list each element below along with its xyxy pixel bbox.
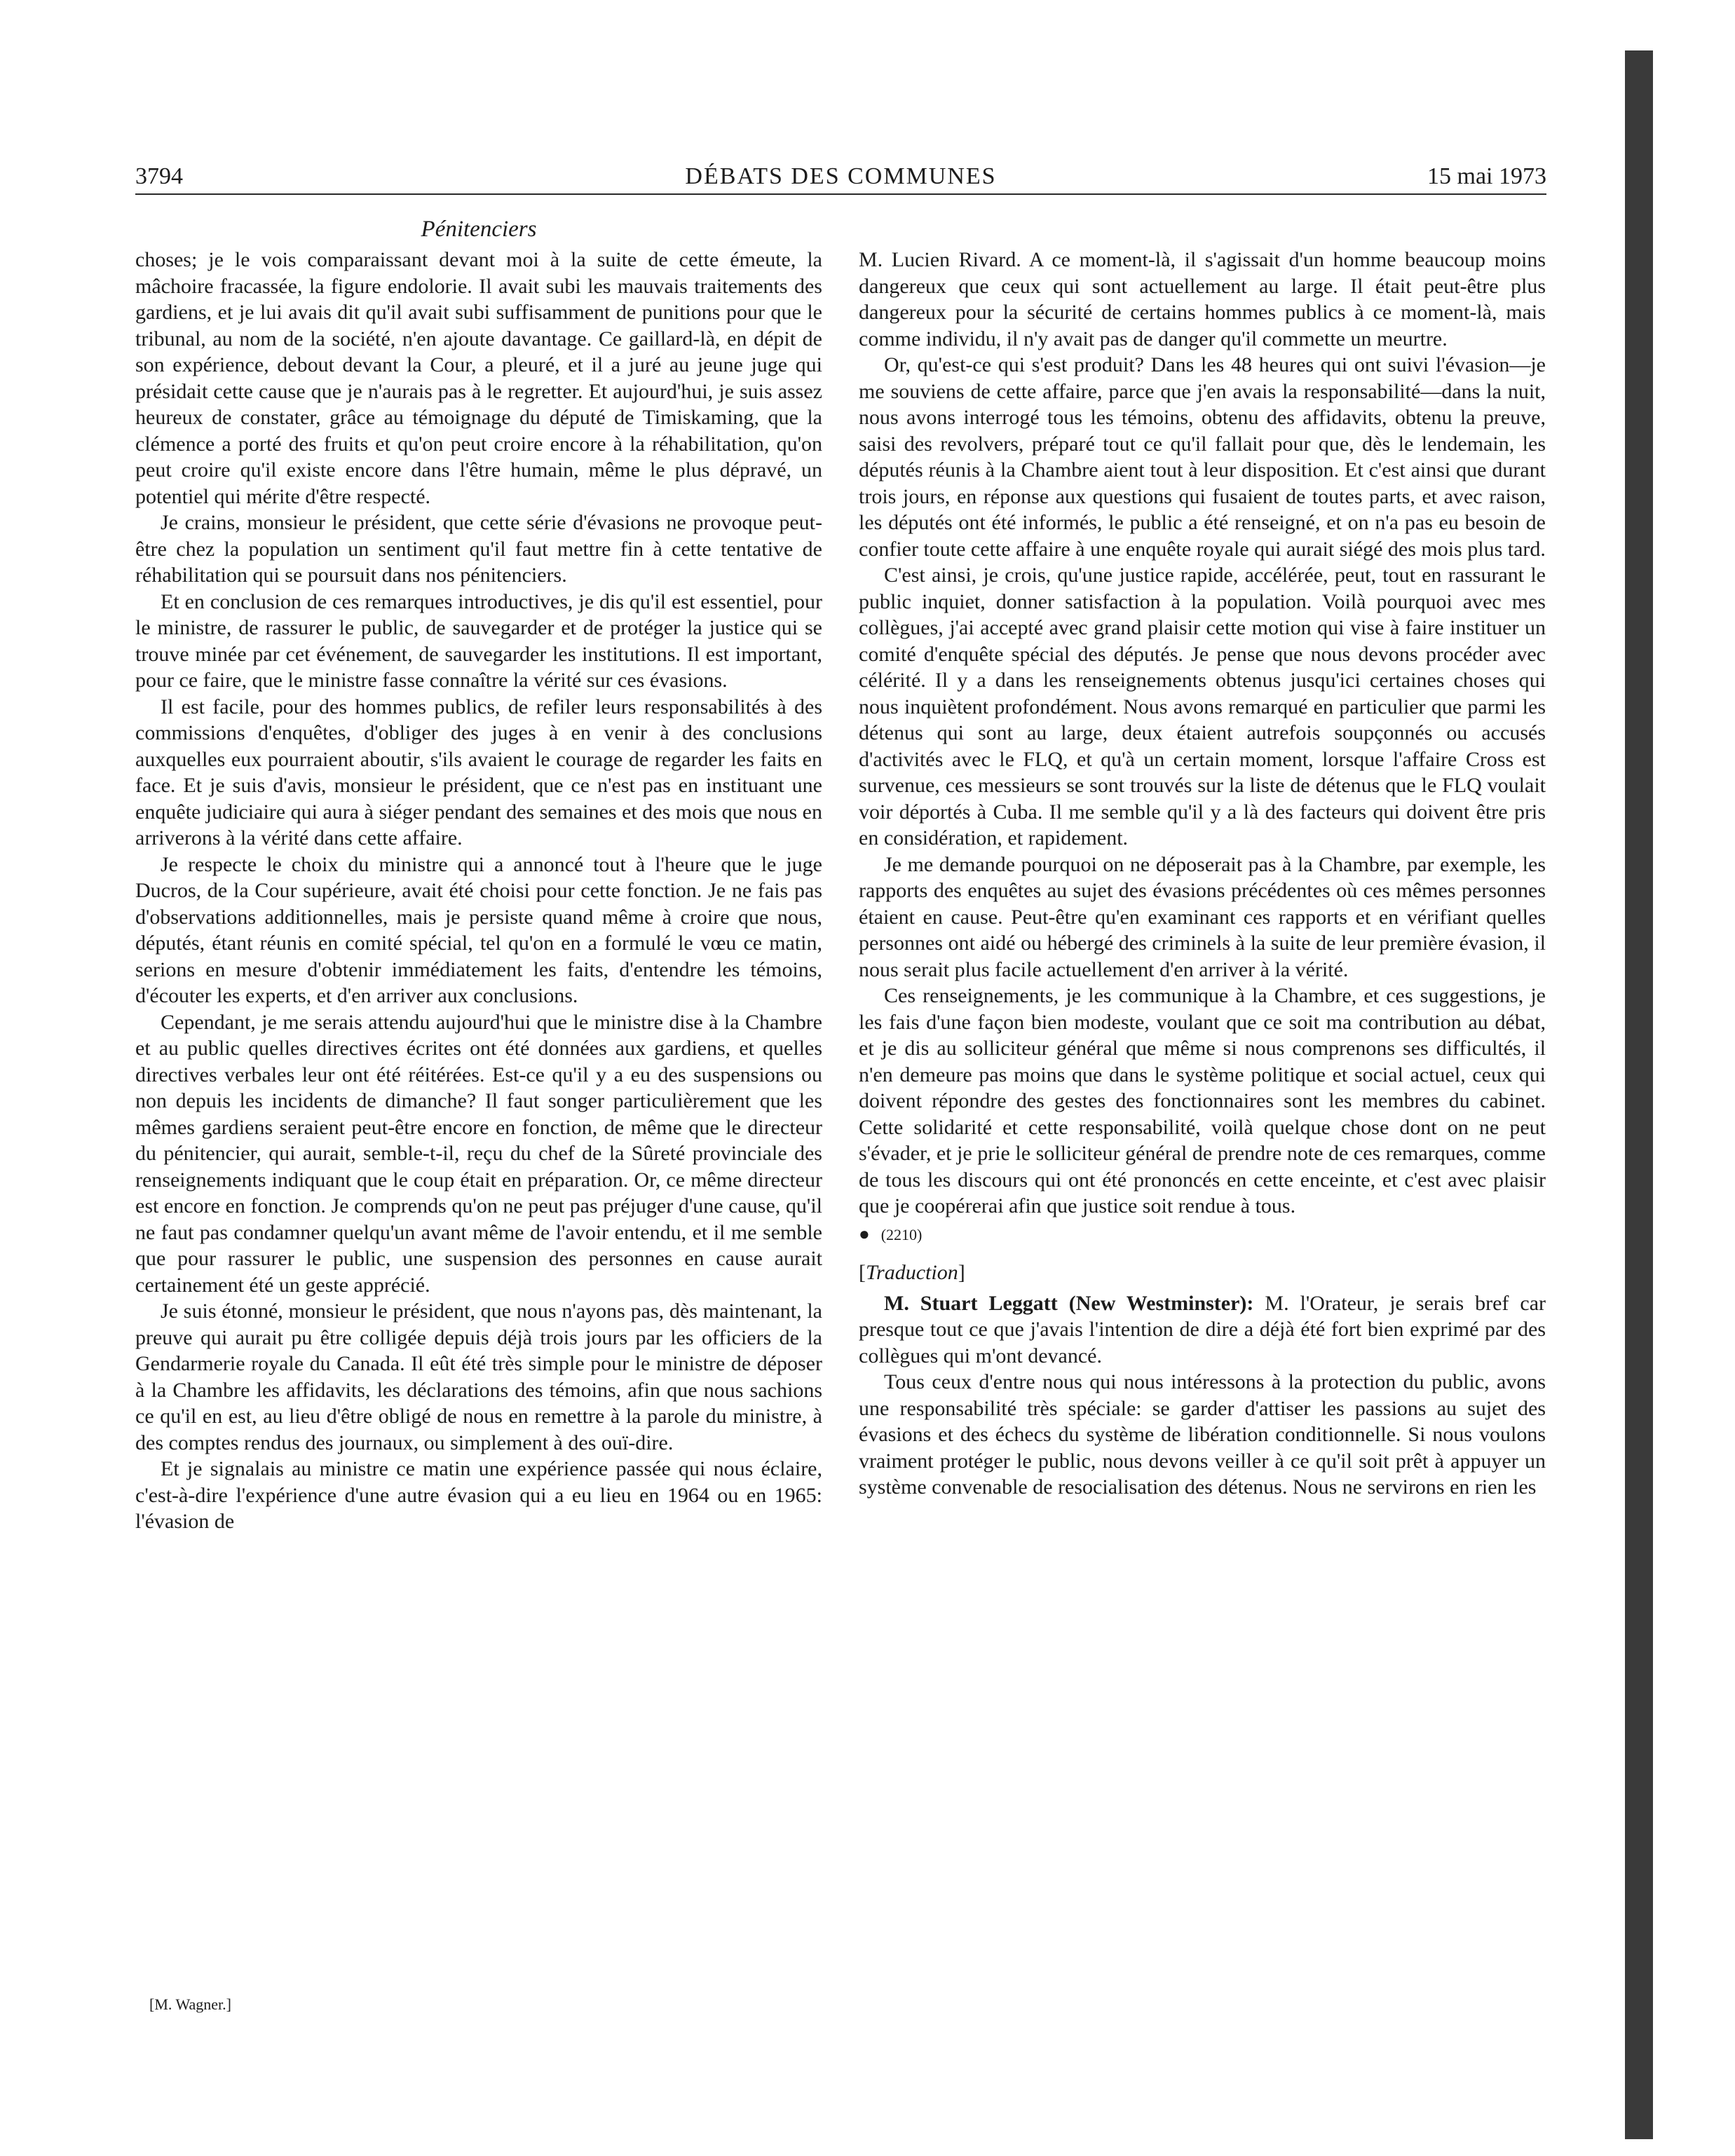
paragraph: Tous ceux d'entre nous qui nous intéressons à la protection du public, avons une responsabilité très spéciale: se garder d'attiser les passions au sujet des évasions et des échecs du système de libération conditionnelle. Si nous voulons vraiment protéger le public, nous devons veiller à ce qu'il soit prêt à appuyer un système convenable de resocialisation des détenus. Nous ne servirons en rien les [859, 1370, 1546, 1499]
paragraph: choses; je le vois comparaissant devant moi à la suite de cette émeute, la mâchoire fracassée, la figure endolorie. Il avait subi les mauvais traitements des gardiens, et je lui avais dit qu'il avait subi suffisamment de punitions pour que le tribunal, au nom de la société, n'en ajoute davantage. Ce gaillard-là, en dépit de son expérience, debout devant la Cour, a pleuré, et il a juré au jeune juge qui présidait cette cause que je n'aurais pas à le regretter. Et aujourd'hui, je suis assez heureux de constater, grâce au témoignage du député de Timiskaming, que la clémence a porté des fruits et qu'on peut croire encore à la réhabilitation, qu'on peut croire qu'il existe encore dans l'être humain, même le plus dépravé, un potentiel qui mérite d'être respecté. [135, 248, 822, 508]
paragraph: Ces renseignements, je les communique à la Chambre, et ces suggestions, je les fais d'une façon bien modeste, voulant que ce soit ma contribution au débat, et je dis au solliciteur général que même si nous comprenons ses difficultés, il n'en demeure pas moins que dans le système politique et social actuel, ceux qui doivent répondre des gestes des fonctionnaires sont les membres du cabinet. Cette solidarité et cette responsabilité, voilà quelque chose dont on ne peut s'évader, et je prie le solliciteur général de prendre note de ces remarques, comme de tous les discours qui ont été prononcés en cette enceinte, et c'est avec plaisir que je coopérerai afin que justice soit rendue à tous. [859, 984, 1546, 1217]
paragraph: Or, qu'est-ce qui s'est produit? Dans les 48 heures qui ont suivi l'évasion—je me souviens de cette affaire, parce que j'en avais la responsabilité—dans la nuit, nous avons interrogé tous les témoins, obtenu des affidavits, obtenu la preuve, saisi des revolvers, préparé tout ce qu'il fallait pour que, dès le lendemain, les députés réunis à la Chambre aient tout à leur disposition. Et c'est ainsi que durant trois jours, en réponse aux questions qui fusaient de toutes parts, et avec raison, les députés ont été informés, le public a été renseigné, et on n'a pas eu besoin de confier toute cette affaire à une enquête royale qui aurait siégé des mois plus tard. [859, 353, 1546, 561]
scan-edge-bar [1625, 50, 1653, 2139]
paragraph: Je crains, monsieur le président, que cette série d'évasions ne provoque peut-être chez la population un sentiment qu'il faut mettre fin à cette tentative de réhabilitation qui se poursuit dans nos pénitenciers. [135, 511, 822, 587]
speaker-name: M. Stuart Leggatt (New Westminster): [884, 1291, 1254, 1315]
time-marker [859, 1224, 1546, 1246]
speaker-text: M. l'Orateur, je serais bref car presque tout ce que j'avais l'intention de dire a déjà été fort bien exprimé par des collègues qui m'ont devancé. [859, 1291, 1546, 1367]
paragraph: Je suis étonné, monsieur le président, que nous n'ayons pas, dès maintenant, la preuve qui aurait pu être colligée depuis déjà trois jours par les officiers de la Gendarmerie royale du Canada. Il eût été très simple pour le ministre de déposer à la Chambre les affidavits, les déclarations des témoins, afin que nous sachions ce qu'il en est, au lieu d'être obligé de nous en remettre à la parole du ministre, à des comptes rendus des journaux, ou simplement à des ouï-dire. [135, 1299, 822, 1454]
paragraph: Et en conclusion de ces remarques introductives, je dis qu'il est essentiel, pour le ministre, de rassurer le public, de sauvegarder et de protéger la justice qui se trouve minée par cet événement, de sauvegarder les institutions. Il est important, pour ce faire, que le ministre fasse connaître la vérité sur ces évasions. [135, 589, 822, 692]
page-number: 3794 [135, 163, 183, 189]
page-header [135, 160, 1546, 195]
left-column [135, 247, 822, 1535]
paragraph: M. Lucien Rivard. A ce moment-là, il s'agissait d'un homme beaucoup moins dangereux que ceux qui sont actuellement au large. Il était peut-être plus dangereux pour la sécurité de certains hommes publics à ce moment-là, mais comme individu, il n'y avait pas de danger qu'il commette un meurtre. [859, 248, 1546, 350]
translation-tag-text: Traduction [866, 1260, 958, 1284]
right-column [859, 247, 1546, 1501]
page-date: 15 mai 1973 [1427, 163, 1546, 189]
time-marker-text: (2210) [880, 1225, 923, 1243]
speaker-paragraph [859, 1290, 1546, 1370]
paragraph: Je me demande pourquoi on ne déposerait pas à la Chambre, par exemple, les rapports des enquêtes au sujet des évasions précédentes où ces mêmes personnes étaient en cause. Peut-être qu'en examinant ces rapports et en vérifiant quelles personnes ont aidé ou hébergé des criminels à la suite de leur première évasion, il nous serait plus facile actuellement d'en arriver à la vérité. [859, 852, 1546, 981]
paragraph: C'est ainsi, je crois, qu'une justice rapide, accélérée, peut, tout en rassurant le public inquiet, donner satisfaction à la population. Voilà pourquoi avec mes collègues, j'ai accepté avec grand plaisir cette motion qui vise à faire instituer un comité d'enquête spécial des députés. Je pense que nous devons procéder avec célérité. Il y a dans les renseignements obtenus jusqu'ici certaines choses qui nous inquiètent profondément. Nous avons remarqué en particulier que parmi les détenus qui sont au large, deux étaient autrefois soupçonnés ou accusés d'activités avec le FLQ, et qu'à un certain moment, lorsque l'affaire Cross est survenue, ces messieurs se sont trouvés sur la liste de détenus que le FLQ voulait voir déportés à Cuba. Il me semble qu'il y a là des facteurs qui doivent être pris en considération, et rapidement. [859, 564, 1546, 850]
translation-tag: [Traduction] [859, 1260, 965, 1284]
paragraph: Il est facile, pour des hommes publics, de refiler leurs responsabilités à des commissions d'enquêtes, d'obliger des juges à en venir à des conclusions auxquelles eux pourraient aboutir, s'ils avaient le courage de regarder les faits en face. Et je suis d'avis, monsieur le président, que ce n'est pas en instituant une enquête judiciaire qui aura à siéger pendant des semaines et des mois que nous en arriverons à la vérité dans cette affaire. [135, 695, 822, 850]
subject-heading: Pénitenciers [421, 217, 537, 242]
paragraph: Je respecte le choix du ministre qui a annoncé tout à l'heure que le juge Ducros, de la Cour supérieure, avait été choisi pour cette fonction. Je ne fais pas d'observations additionnelles, mais je persiste quand même à croire que nous, députés, étant réunis en comité spécial, tel qu'on en a formulé le vœu ce matin, serions en mesure d'obtenir immédiatement les faits, d'entendre les témoins, d'écouter les experts, et d'en arriver aux conclusions. [135, 852, 822, 1007]
bullet-icon: ● [859, 1223, 870, 1244]
footer-reference: [M. Wagner.] [149, 1995, 231, 2013]
publication-title: DÉBATS DES COMMUNES [685, 163, 997, 189]
paragraph: Et je signalais au ministre ce matin une expérience passée qui nous éclaire, c'est-à-dire l'expérience d'une autre évasion qui a eu lieu en 1964 ou en 1965: l'évasion de [135, 1457, 822, 1533]
paragraph: Cependant, je me serais attendu aujourd'hui que le ministre dise à la Chambre et au public quelles directives écrites ont été données aux gardiens, et quelles directives verbales leur ont été réitérées. Est-ce qu'il y a eu des suspensions ou non depuis les incidents de dimanche? Il faut songer particulièrement que les mêmes gardiens seraient peut-être encore en fonction, de même que le directeur du pénitencier, qui aurait, semble-t-il, reçu du chef de la Sûreté provinciale des renseignements indiquant que le coup était en préparation. Or, ce même directeur est encore en fonction. Je comprends qu'on ne peut pas préjuger d'une cause, qu'il ne faut pas condamner quelqu'un avant même de l'avoir entendu, et il me semble que pour rassurer le public, une suspension des personnes en cause aurait certainement été un geste apprécié. [135, 1010, 822, 1297]
